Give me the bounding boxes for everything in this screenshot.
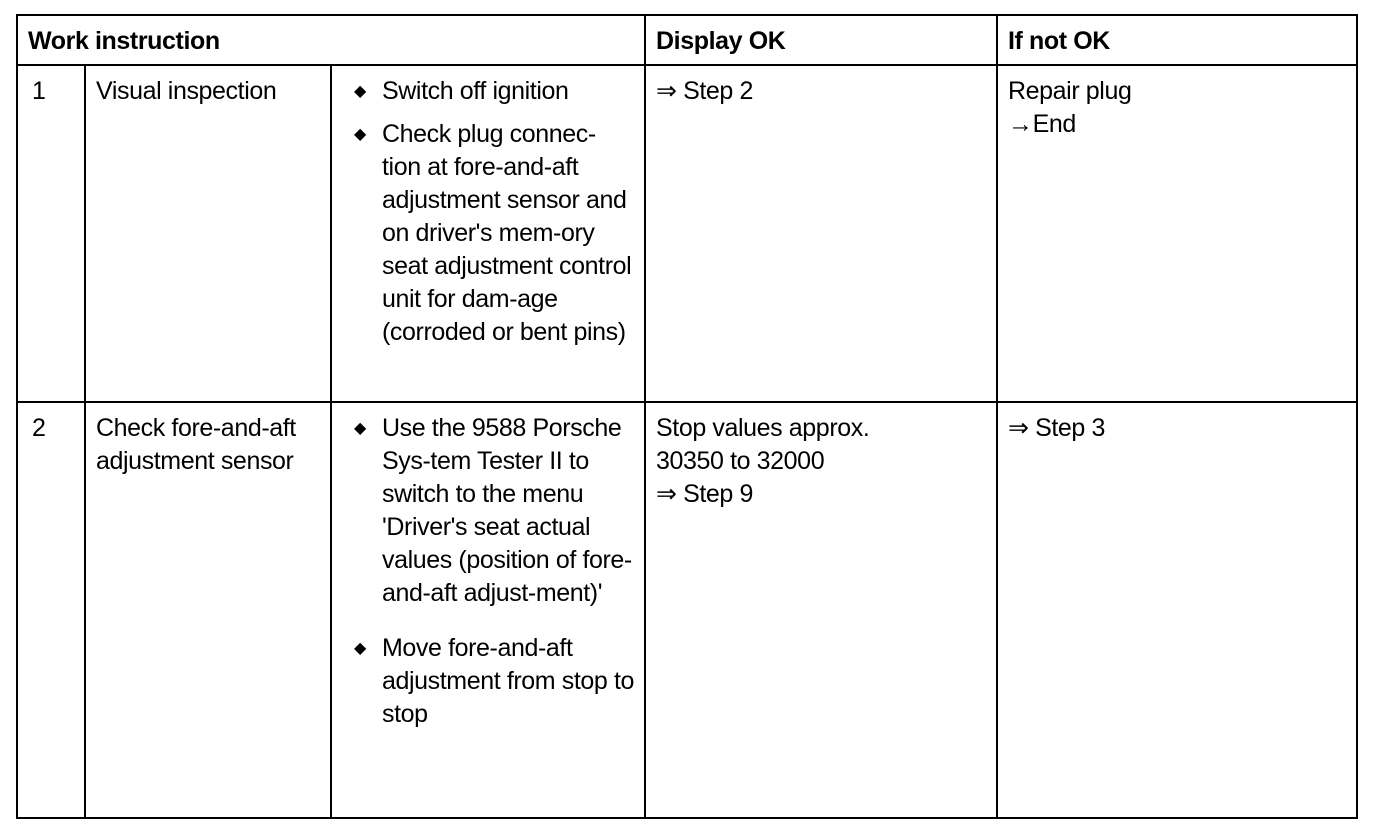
diamond-bullet-icon: ◆ — [354, 420, 366, 437]
instruction-list — [342, 412, 634, 731]
diamond-bullet-icon: ◆ — [354, 126, 366, 143]
if-not-ok-cell — [997, 65, 1357, 402]
step-number: 1 — [17, 65, 85, 402]
table-row — [17, 65, 1357, 402]
list-item — [342, 412, 634, 610]
display-ok-cell — [645, 402, 997, 818]
table-header-row — [17, 15, 1357, 65]
if-not-ok-cell: ⇒ Step 3 — [997, 402, 1357, 818]
step-title-line: adjustment sensor — [96, 447, 294, 475]
display-ok-cell: ⇒ Step 2 — [645, 65, 997, 402]
step-title — [85, 402, 331, 818]
work-instruction-table-wrapper — [16, 14, 1356, 798]
list-item — [342, 75, 634, 108]
step-instructions — [331, 402, 645, 818]
if-not-ok-line: Repair plug — [1008, 77, 1132, 105]
display-ok-line: Stop values approx. — [656, 414, 870, 442]
instruction-list — [342, 75, 634, 349]
step-number: 2 — [17, 402, 85, 818]
diamond-bullet-icon: ◆ — [354, 83, 366, 100]
instruction-text: Use the 9588 Porsche Sys-tem Tester II to switch to the menu 'Driver's seat actual values (position of fore-and-aft adjust-ment)' — [382, 414, 632, 607]
instruction-text: Move fore-and-aft adjustment from stop to stop — [382, 634, 635, 728]
display-ok-line: ⇒ Step 9 — [656, 480, 753, 508]
list-item — [342, 118, 634, 349]
step-instructions — [331, 65, 645, 402]
if-not-ok-line: →End — [1008, 110, 1076, 138]
table-row — [17, 402, 1357, 818]
step-title: Visual inspection — [85, 65, 331, 402]
header-work-instruction: Work instruction — [17, 15, 645, 65]
list-item — [342, 632, 634, 731]
instruction-text: Check plug connec-tion at fore-and-aft adjustment sensor and on driver's mem-ory seat adjustment control unit for dam-age (corroded or bent pins) — [382, 120, 632, 346]
header-if-not-ok: If not OK — [997, 15, 1357, 65]
display-ok-line: 30350 to 32000 — [656, 447, 825, 475]
step-title-line: Check fore-and-aft — [96, 414, 296, 442]
header-display-ok: Display OK — [645, 15, 997, 65]
work-instruction-table — [16, 14, 1358, 819]
instruction-text: Switch off ignition — [382, 77, 569, 105]
diamond-bullet-icon: ◆ — [354, 640, 366, 657]
